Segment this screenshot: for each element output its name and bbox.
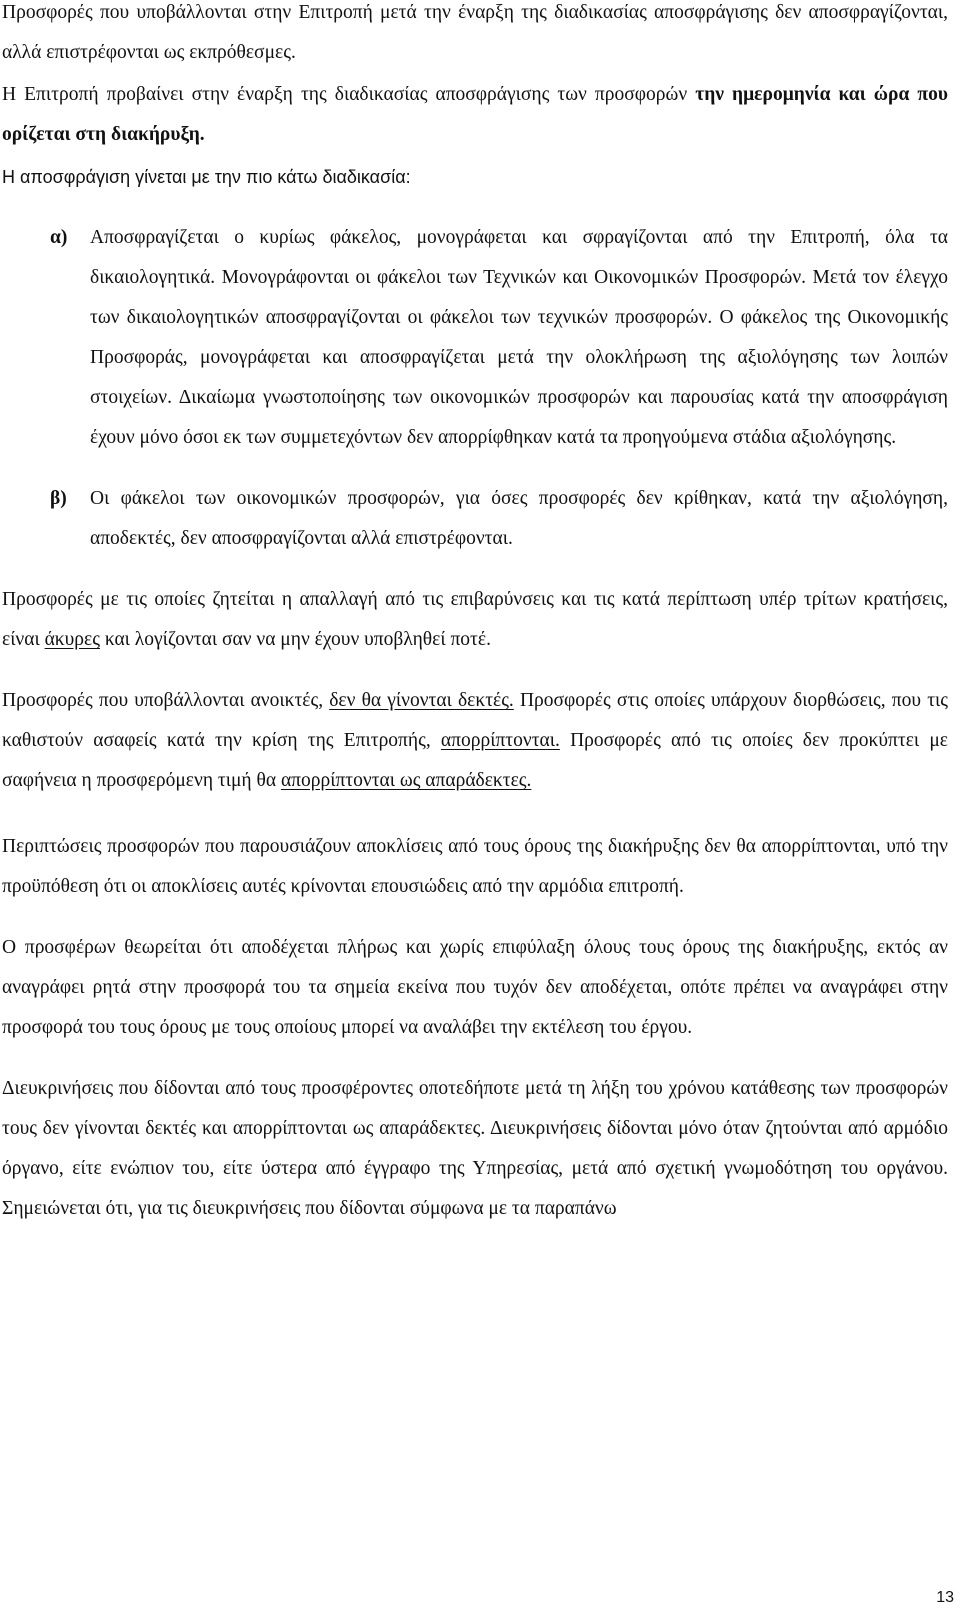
paragraph-exemption-text-a: Προσφορές με τις οποίες ζητείται η απαλλαγή από τις επιβαρύνσεις και τις κατά περίπτωση υπέρ τρίτων κρατήσεις, είναι (2, 589, 948, 650)
paragraph-acceptance-terms (2, 928, 948, 1048)
list-item-b (2, 479, 948, 559)
paragraph-open-offers-underline-2: απορρίπτονται. (440, 730, 560, 751)
paragraph-exemption-offers (2, 580, 948, 660)
paragraph-exemption-underline: άκυρες (44, 629, 100, 650)
paragraph-acceptance-terms-text: Ο προσφέρων θεωρείται ότι αποδέχεται πλήρως και χωρίς επιφύλαξη όλους τους όρους της διακήρυξης, εκτός αν αναγράφει ρητά στην προσφορά του τα σημεία εκείνα που τυχόν δεν αποδέχεται, οπότε πρέπει να αναγράφει στην προσφορά του τους όρους με τους οποίους μπορεί να αναλάβει την εκτέλεση του έργου. (2, 937, 948, 1038)
paragraph-clarifications (2, 1069, 948, 1229)
paragraph-clarifications-text: Διευκρινήσεις που δίδονται από τους προσφέροντες οποτεδήποτε μετά τη λήξη του χρόνου κατάθεσης των προσφορών τους δεν γίνονται δεκτές και απορρίπτονται ως απαράδεκτες. Διευκρινήσεις δίδονται μόνο όταν ζητούνται από αρμόδιο όργανο, είτε ενώπιον του, είτε ύστερα από έγγραφο της Υπηρεσίας, μετά από σχετική γνωμοδότηση του οργάνου. Σημειώνεται ότι, για τις διευκρινήσεις που δίδονται σύμφωνα με τα παραπάνω (2, 1078, 948, 1219)
list-item-a (2, 218, 948, 458)
list-item-a-marker: α) (50, 227, 68, 248)
paragraph-procedure-intro-text: Η αποσφράγιση γίνεται με την πιο κάτω διαδικασία: (2, 167, 411, 187)
paragraph-opening-date-text: Η Επιτροπή προβαίνει στην έναρξη της διαδικασίας αποσφράγισης των προσφορών (2, 84, 696, 105)
paragraph-late-offers (2, 0, 948, 73)
paragraph-open-offers-underline-3: απορρίπτονται ως απαράδεκτες. (280, 770, 532, 791)
paragraph-late-offers-text: Προσφορές που υποβάλλονται στην Επιτροπή μετά την έναρξη της διαδικασίας αποσφράγισης δεν αποσφραγίζονται, αλλά επιστρέφονται ως εκπρόθεσμες. (2, 2, 948, 63)
paragraph-open-offers (2, 681, 948, 801)
paragraph-open-offers-underline-1: δεν θα γίνονται δεκτές. (329, 690, 514, 711)
paragraph-exemption-text-b: και λογίζονται σαν να μην έχουν υποβληθεί ποτέ. (99, 629, 491, 650)
paragraph-procedure-intro (2, 157, 948, 197)
list-item-b-text: Οι φάκελοι των οικονομικών προσφορών, για όσες προσφορές δεν κρίθηκαν, κατά την αξιολόγηση, αποδεκτές, δεν αποσφραγίζονται αλλά επιστρέφονται. (90, 488, 948, 549)
paragraph-open-offers-text-a: Προσφορές που υποβάλλονται ανοικτές, (2, 690, 330, 711)
paragraph-deviations-text: Περιπτώσεις προσφορών που παρουσιάζουν αποκλίσεις από τους όρους της διακήρυξης δεν θα απορρίπτονται, υπό την προϋπόθεση ότι οι αποκλίσεις αυτές κρίνονται επουσιώδεις από την αρμόδια επιτροπή. (2, 836, 948, 897)
paragraph-open-offers-text-c: Προσφορές από τις οποίες δεν προκύπτει με σαφήνεια η προσφερόμενη τιμή θα (2, 730, 948, 791)
paragraph-opening-date (2, 75, 948, 155)
list-item-b-marker: β) (50, 488, 67, 509)
paragraph-deviations (2, 827, 948, 907)
paragraph-open-offers-text-b: Προσφορές στις οποίες υπάρχουν διορθώσεις, που τις καθιστούν ασαφείς κατά την κρίση της Επιτροπής, (2, 690, 948, 751)
paragraph-opening-date-bold: την ημερομηνία και ώρα που ορίζεται στη διακήρυξη. (2, 84, 948, 145)
list-item-a-text: Αποσφραγίζεται ο κυρίως φάκελος, μονογράφεται και σφραγίζονται από την Επιτροπή, όλα τα δικαιολογητικά. Μονογράφονται οι φάκελοι των Τεχνικών και Οικονομικών Προσφορών. Μετά τον έλεγχο των δικαιολογητικών αποσφραγίζονται οι φάκελοι των τεχνικών προσφορών. Ο φάκελος της Οικονομικής Προσφοράς, μονογράφεται και αποσφραγίζεται μετά την ολοκλήρωση της αξιολόγησης των λοιπών στοιχείων. Δικαίωμα γνωστοποίησης των οικονομικών προσφορών και παρουσίας κατά την αποσφράγιση έχουν μόνο όσοι εκ των συμμετεχόντων δεν απορρίφθηκαν κατά τα προηγούμενα στάδια αξιολόγησης. (90, 227, 948, 448)
page-number: 13 (936, 1589, 954, 1606)
